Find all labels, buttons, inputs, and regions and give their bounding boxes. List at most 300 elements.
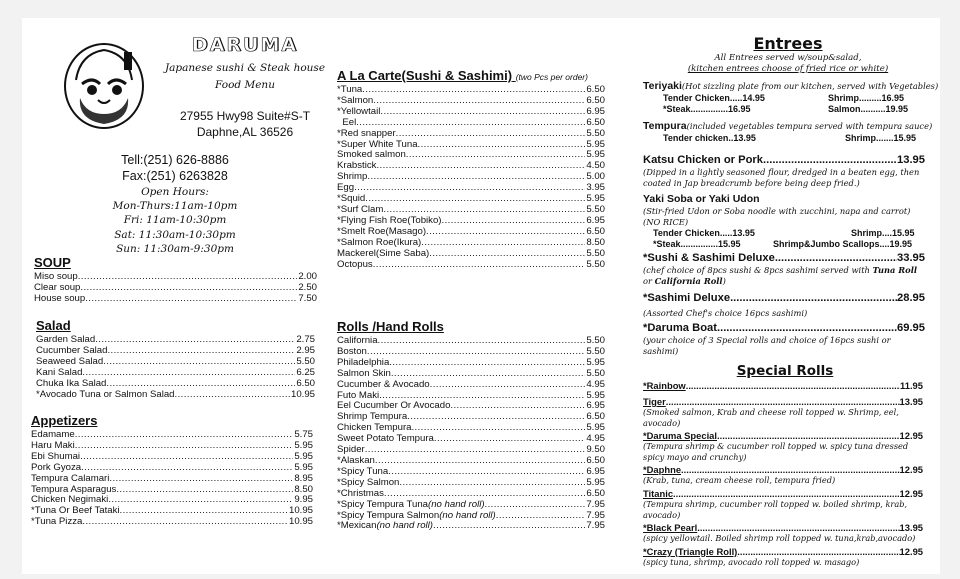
leader-dots — [383, 205, 585, 216]
leader-dots — [354, 183, 585, 194]
daruma-boat-desc: (your choice of 3 Special rolls and choice of 16pcs sushi or sashimi) — [643, 335, 891, 356]
leader-dots — [429, 249, 585, 260]
address-line1: 27955 Hwy98 Suite#S-T — [179, 109, 311, 123]
menu-item-name: Ebi Shumai — [31, 451, 81, 462]
sushi-deluxe-name: *Sushi & Sashimi Deluxe — [643, 252, 775, 264]
leader-dots — [80, 452, 293, 463]
leader-dots — [82, 517, 288, 528]
menu-item — [337, 521, 605, 532]
menu-item-price: 6.95 — [586, 106, 605, 117]
leader-dots — [421, 238, 585, 249]
menu-item — [337, 140, 605, 151]
menu-item-price: 3.95 — [586, 183, 605, 194]
menu-item-price: 5.50 — [586, 368, 605, 379]
menu-item-name: Tempura Asparagus — [31, 484, 117, 495]
menu-item-name: *Spicy Tempura Salmon — [337, 510, 440, 521]
menu-item-name: Octopus — [337, 259, 373, 270]
rolls-section — [337, 319, 605, 532]
leader-dots — [379, 391, 585, 402]
menu-item-name: Pork Gyoza — [31, 462, 82, 473]
leader-dots — [406, 150, 586, 161]
menu-item — [337, 172, 605, 183]
menu-item — [337, 107, 605, 118]
menu-item-price: 6.50 — [586, 95, 605, 106]
leader-dots — [82, 368, 295, 379]
leader-dots — [367, 172, 585, 183]
menu-item — [36, 357, 315, 368]
menu-item-price: 5.50 — [296, 356, 315, 367]
menu-item-name: Futo Maki — [337, 390, 380, 401]
menu-item-note: (no hand roll) — [428, 499, 485, 510]
menu-item — [31, 485, 313, 496]
menu-item-price: 6.50 — [296, 378, 315, 389]
menu-item-name: *Tuna Or Beef Tataki — [31, 506, 120, 517]
katsu-name: Katsu Chicken or Pork — [643, 154, 763, 166]
menu-item-price: 9.50 — [586, 445, 605, 456]
leader-dots — [376, 161, 585, 172]
phone: Tell:(251) 626-8886 — [121, 153, 229, 167]
yaki-shrimp: Shrimp....15.95 — [851, 227, 915, 238]
tempura-name: Tempura — [643, 120, 687, 132]
alacarte-note: (two Pcs per order) — [515, 72, 588, 82]
menu-item-name: *Red snapper — [337, 128, 396, 139]
menu-item — [31, 430, 313, 441]
menu-item-name: *Christmas — [337, 488, 384, 499]
menu-item — [337, 511, 605, 522]
menu-item — [337, 150, 605, 161]
menu-item-price: 6.95 — [586, 215, 605, 226]
leader-dots — [373, 260, 586, 271]
teriyaki-shrimp: Shrimp.........16.95 — [828, 93, 905, 103]
menu-item-price: 5.75 — [294, 430, 313, 440]
alacarte-section — [337, 68, 605, 270]
menu-item-price: 6.95 — [586, 466, 605, 477]
yaki-steak: *Steak...............15.95 — [653, 238, 741, 249]
menu-item-name: Shrimp Tempura — [337, 412, 408, 423]
leader-dots — [109, 474, 293, 485]
menu-item-price: 5.95 — [586, 477, 605, 488]
menu-item — [337, 249, 605, 260]
special-roll-name: *Black Pearl — [643, 522, 698, 534]
menu-item-note: (no hand roll) — [439, 510, 496, 521]
menu-item — [337, 478, 605, 489]
sushi-deluxe-desc-c: or — [643, 275, 655, 286]
sashimi-deluxe-desc: (Assorted Chef's choice 16pcs sashimi) — [643, 308, 808, 318]
tempura-entry — [643, 120, 933, 144]
leader-dots — [485, 500, 586, 511]
special-roll-desc: (Tempura shrimp, cucumber roll topped w. boiled shrimp, krab, avocado) — [643, 498, 908, 520]
menu-item-name: Salmon Skin — [337, 368, 391, 379]
menu-item-name: *Tuna — [337, 85, 363, 95]
menu-item — [337, 401, 605, 412]
special-roll-price: 13.95 — [899, 522, 923, 534]
menu-item — [31, 506, 313, 517]
menu-item-price: 5.50 — [586, 336, 605, 346]
leader-dots — [407, 412, 585, 423]
leader-dots — [384, 489, 585, 500]
leader-dots — [362, 85, 585, 96]
appetizers-title: Appetizers — [31, 413, 98, 428]
menu-item-name: *Super White Tuna — [337, 139, 418, 150]
alacarte-title: A La Carte(Sushi & Sashimi) — [337, 68, 513, 83]
menu-item — [337, 391, 605, 402]
leader-dots — [378, 336, 586, 347]
special-roll-desc: (Krab, tuna, cream cheese roll, tempura fried) — [643, 475, 836, 486]
leader-dots — [411, 423, 585, 434]
address-line2: Daphne,AL 36526 — [196, 125, 294, 139]
special-roll-name: Titanic — [643, 487, 674, 499]
leader-dots — [496, 511, 586, 522]
hours-line: Sat: 11:30am-10:30pm — [114, 228, 236, 241]
teriyaki-chicken: Tender Chicken.....14.95 — [663, 93, 765, 103]
menu-item — [36, 390, 315, 401]
menu-item-price: 4.95 — [586, 434, 605, 445]
menu-item-price: 2.95 — [296, 345, 315, 356]
menu-item-price: 5.95 — [294, 451, 313, 462]
menu-item-price: 6.50 — [586, 85, 605, 95]
special-roll-price: 12.95 — [899, 487, 923, 499]
leader-dots — [175, 390, 290, 401]
menu-item-name: California — [337, 336, 378, 346]
menu-item-price: 5.95 — [586, 423, 605, 434]
leader-dots — [396, 129, 586, 140]
menu-item — [337, 489, 605, 500]
menu-item-name: Cucumber Salad — [36, 345, 108, 356]
menu-item-price: 5.50 — [586, 259, 605, 270]
special-roll-desc: (Tempura shrimp & cucumber roll topped w. spicy tuna dressed spicy mayo and crunchy) — [643, 441, 909, 462]
special-roll-name: *Daruma Special — [643, 430, 717, 442]
menu-item — [34, 294, 317, 305]
address — [175, 108, 315, 140]
sashimi-deluxe-name: *Sashimi Deluxe — [643, 292, 731, 304]
menu-item-name: Philadelphia — [337, 357, 390, 368]
soup-title: SOUP — [34, 255, 71, 270]
special-rolls-title: Special Rolls — [736, 363, 834, 379]
menu-item-name: Tempura Calamari — [31, 473, 110, 484]
menu-item — [337, 216, 605, 227]
menu-item — [337, 194, 605, 205]
leader-dots — [120, 506, 288, 517]
special-roll — [643, 380, 923, 391]
menu-item-price: 6.50 — [586, 117, 605, 128]
leader-dots — [108, 495, 293, 506]
menu-item — [337, 238, 605, 249]
special-roll — [643, 464, 923, 486]
menu-item-name: *Salmon — [337, 95, 374, 106]
menu-item — [337, 85, 605, 96]
daruma-boat-entry — [643, 322, 925, 357]
menu-item-price: 6.25 — [296, 367, 315, 378]
menu-item — [337, 118, 605, 129]
menu-item-name: Miso soup — [34, 272, 78, 282]
special-roll — [643, 488, 923, 520]
menu-item-note: (no hand roll) — [376, 521, 433, 532]
teriyaki-desc: (Hot sizzling plate from our kitchen, served with Vegetables) — [681, 81, 939, 91]
daruma-boat-name: *Daruma Boat — [643, 322, 717, 334]
menu-item-price: 5.95 — [586, 150, 605, 161]
daruma-boat-price: 69.95 — [897, 322, 925, 334]
menu-item-name: *Surf Clam — [337, 204, 384, 215]
tempura-chicken: Tender chicken..13.95 — [663, 133, 756, 143]
menu-item — [337, 96, 605, 107]
menu-item — [337, 456, 605, 467]
menu-item — [31, 463, 313, 474]
menu-item — [337, 161, 605, 172]
menu-item-price: 4.95 — [586, 379, 605, 390]
restaurant-subtitle: Japanese sushi & Steak house — [164, 62, 326, 74]
menu-item-name: Egg — [337, 183, 355, 194]
menu-item-price: 2.00 — [298, 272, 317, 282]
menu-item-price: 10.95 — [290, 389, 315, 400]
menu-item-price: 7.95 — [586, 510, 605, 521]
menu-item-price: 5.50 — [586, 248, 605, 259]
menu-item-name: Smoked salmon — [337, 150, 406, 161]
menu-item-name: *Spicy Tempura Tuna — [337, 499, 429, 510]
sushi-deluxe-desc-d: California Roll — [654, 275, 723, 286]
menu-item-price: 10.95 — [288, 517, 313, 528]
menu-item-name: Garden Salad — [36, 335, 96, 345]
menu-item-price: 5.95 — [586, 139, 605, 150]
sashimi-deluxe-price: 28.95 — [897, 292, 925, 304]
special-roll-name: *Crazy (Triangle Roll) — [643, 545, 738, 557]
leader-dots — [95, 335, 295, 346]
menu-item — [34, 272, 317, 283]
leader-dots — [430, 380, 586, 391]
menu-item — [34, 283, 317, 294]
menu-item-name: *Yellowtail — [337, 106, 381, 117]
menu-item — [337, 423, 605, 434]
menu-item-name: Edamame — [31, 430, 75, 440]
menu-item — [36, 379, 315, 390]
special-roll — [643, 396, 923, 428]
menu-item-price: 5.95 — [586, 357, 605, 368]
leader-dots — [81, 463, 293, 474]
rolls-title: Rolls /Hand Rolls — [337, 319, 444, 334]
leader-dots — [75, 430, 294, 441]
leader-dots — [116, 485, 293, 496]
menu-item-name: Seaweed Salad — [36, 356, 104, 367]
entrees-title: Entrees — [753, 34, 823, 53]
katsu-desc: (Dipped in a lightly seasoned flour, dredged in a beaten egg, then coated in Jap breadcrumb before being deep fried.) — [643, 167, 920, 188]
menu-item-price: 6.50 — [586, 455, 605, 466]
leader-dots — [388, 467, 585, 478]
leader-dots — [373, 96, 585, 107]
menu-item-price: 10.95 — [288, 506, 313, 517]
appetizers-section — [31, 413, 313, 528]
hours-line: Sun: 11:30am-9:30pm — [116, 242, 234, 255]
menu-item — [337, 336, 605, 347]
leader-dots — [85, 294, 297, 305]
menu-item-price: 5.95 — [586, 390, 605, 401]
menu-item-name: Haru Maki — [31, 440, 75, 451]
sushi-deluxe-desc-a: (chef choice of 8pcs sushi & 8pcs sashimi served with — [643, 265, 873, 275]
leader-dots — [365, 445, 586, 456]
tempura-desc: (included vegetables tempura served with tempura sauce) — [686, 121, 933, 131]
menu-item — [31, 474, 313, 485]
teriyaki-name: Teriyaki — [643, 80, 682, 92]
menu-item-price: 8.95 — [294, 473, 313, 484]
menu-item-name: *Spicy Salmon — [337, 477, 400, 488]
tempura-shrimp: Shrimp.......15.95 — [845, 133, 917, 143]
special-roll-price: 11.95 — [900, 380, 923, 391]
katsu-price: 13.95 — [897, 154, 925, 166]
menu-item-name: Clear soup — [34, 282, 81, 293]
leader-dots — [434, 434, 585, 445]
menu-item — [337, 358, 605, 369]
menu-item-price: 7.95 — [586, 521, 605, 532]
menu-item-price: 5.50 — [586, 204, 605, 215]
soup-section — [34, 255, 317, 305]
menu-item — [337, 434, 605, 445]
menu-item — [337, 380, 605, 391]
menu-item-name: *Salmon Roe(Ikura) — [337, 237, 422, 248]
leader-dots — [426, 227, 585, 238]
special-roll-name: *Rainbow — [643, 380, 686, 391]
leader-dots — [450, 401, 585, 412]
leader-dots — [80, 283, 297, 294]
leader-dots — [389, 358, 585, 369]
leader-dots — [391, 369, 585, 380]
special-roll-desc: (Smoked salmon, Krab and cheese roll topped w. Shrimp, eel, avocado) — [643, 407, 899, 428]
salad-section — [36, 318, 315, 400]
menu-item-name: Chuka Ika Salad — [36, 378, 107, 389]
special-roll-name: Tiger — [643, 396, 666, 407]
daruma-logo — [62, 40, 146, 130]
leader-dots — [375, 456, 585, 467]
menu-item-name: Krabstick — [337, 161, 377, 172]
menu-item-name: *Squid — [337, 194, 366, 205]
menu-item-price: 2.50 — [298, 282, 317, 293]
menu-item — [31, 517, 313, 528]
menu-item-price: 6.95 — [586, 401, 605, 412]
salad-title: Salad — [36, 318, 71, 333]
menu-item-name: *Avocado Tuna or Salmon Salad — [36, 389, 175, 400]
hours-line: Mon-Thurs:11am-10pm — [112, 200, 238, 213]
menu-item-name: Eel Cucumber Or Avocado — [337, 401, 451, 412]
yaki-scallops: Shrimp&Jumbo Scallops....19.95 — [773, 238, 913, 249]
menu-item-price: 5.95 — [586, 194, 605, 205]
menu-item-price: 9.95 — [294, 495, 313, 506]
leader-dots — [380, 107, 585, 118]
special-roll-price: 12.95 — [899, 430, 923, 442]
menu-item-name: *Spicy Tuna — [337, 466, 389, 477]
menu-item — [31, 495, 313, 506]
menu-item-price: 7.50 — [298, 293, 317, 304]
entrees-note1: All Entrees served w/soup&salad, — [714, 53, 862, 63]
sushi-deluxe-entry — [643, 252, 925, 287]
menu-item — [337, 467, 605, 478]
menu-item — [337, 412, 605, 423]
contact — [110, 153, 240, 184]
menu-item-name: *Alaskan — [337, 455, 375, 466]
menu-item-name: Cucumber & Avocado — [337, 379, 430, 390]
special-roll-price: 13.95 — [899, 396, 923, 407]
menu-item-price: 5.95 — [294, 462, 313, 473]
special-roll-price: 12.95 — [899, 545, 923, 557]
yaki-name: Yaki Soba or Yaki Udon — [643, 193, 760, 205]
menu-item-name: Spider — [337, 445, 365, 456]
open-hours — [95, 185, 255, 256]
leader-dots — [367, 347, 585, 358]
menu-item-name: Eel — [337, 117, 357, 128]
leader-dots — [75, 441, 294, 452]
teriyaki-salmon: Salmon..........19.95 — [828, 104, 909, 114]
leader-dots — [433, 521, 585, 532]
menu-item — [36, 335, 315, 346]
menu-item-name: Chicken Tempura — [337, 423, 412, 434]
menu-item — [337, 205, 605, 216]
menu-item — [337, 369, 605, 380]
leader-dots — [78, 272, 298, 283]
menu-item-price: 5.50 — [586, 128, 605, 139]
menu-item-name: Kani Salad — [36, 367, 83, 378]
special-roll — [643, 430, 923, 462]
menu-item — [337, 347, 605, 358]
menu-item — [31, 452, 313, 463]
menu-item — [36, 368, 315, 379]
leader-dots — [103, 357, 295, 368]
menu-item-price: 5.95 — [294, 440, 313, 451]
special-roll-desc: (spicy yellowtail. Boiled shrimp roll topped w. tuna,krab,avocado) — [643, 533, 916, 544]
menu-item-price: 6.50 — [586, 226, 605, 237]
menu-item-price: 8.50 — [294, 484, 313, 495]
menu-item — [31, 441, 313, 452]
menu-item-price: 5.50 — [586, 346, 605, 357]
teriyaki-steak: *Steak...............16.95 — [663, 104, 751, 114]
menu-item-price: 6.50 — [586, 488, 605, 499]
menu-item — [337, 260, 605, 271]
special-roll — [643, 546, 923, 568]
leader-dots — [399, 478, 585, 489]
menu-item — [337, 129, 605, 140]
menu-item — [337, 183, 605, 194]
menu-item-price: 2.75 — [296, 335, 315, 345]
fax: Fax:(251) 6263828 — [122, 168, 228, 183]
menu-item-price: 8.50 — [586, 237, 605, 248]
leader-dots — [365, 194, 585, 205]
menu-item-name: House soup — [34, 293, 86, 304]
sushi-deluxe-price: 33.95 — [897, 252, 925, 264]
menu-item-name: *Smelt Roe(Masago) — [337, 226, 427, 237]
menu-item-price: 7.95 — [586, 499, 605, 510]
special-roll — [643, 522, 923, 544]
menu-item-price: 4.50 — [586, 161, 605, 172]
menu-item — [337, 227, 605, 238]
menu-item-price: 6.50 — [586, 412, 605, 423]
yaki-chicken: Tender Chicken.....13.95 — [653, 227, 755, 238]
menu-label: Food Menu — [215, 79, 275, 91]
leader-dots — [442, 216, 586, 227]
sashimi-deluxe-entry — [643, 292, 925, 319]
special-roll-desc: (spicy tuna, shrimp, avocado roll topped w. masago) — [643, 556, 860, 567]
menu-item-name: Sweet Potato Tempura — [337, 434, 434, 445]
teriyaki-entry — [643, 80, 939, 115]
menu-item-name: Chicken Negimaki — [31, 495, 109, 506]
leader-dots — [418, 140, 586, 151]
menu-item-name: *Flying Fish Roe(Tobiko) — [337, 215, 442, 226]
special-rolls-list — [643, 380, 923, 569]
menu-item — [337, 500, 605, 511]
yaki-entry — [643, 193, 925, 250]
leader-dots — [106, 379, 295, 390]
entrees-header — [638, 34, 938, 75]
menu-item-name: Boston — [337, 346, 367, 357]
sushi-deluxe-desc-e: ) — [722, 275, 726, 286]
leader-dots — [356, 118, 585, 129]
leader-dots — [107, 346, 295, 357]
restaurant-name: DARUMA — [191, 34, 299, 56]
katsu-entry — [643, 154, 925, 189]
